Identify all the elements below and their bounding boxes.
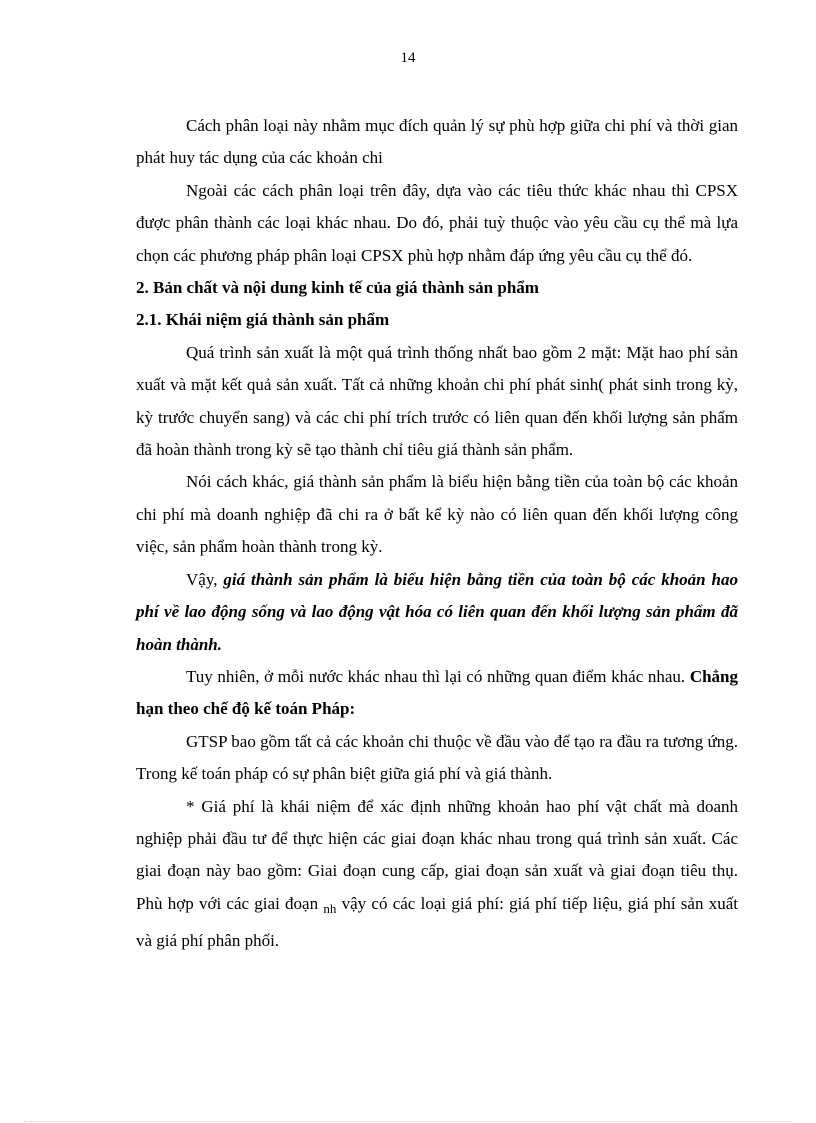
section-heading-2: 2. Bản chất và nội dung kinh tế của giá thành sản phẩm xyxy=(136,278,539,298)
paragraph-production-process: Quá trình sản xuất là một quá trình thống nhất bao gồm 2 mặt: Mặt hao phí sản xuất và mặt kết quả sản xuất. Tất cả những khoản chi phí phát sinh( phát sinh trong kỳ, kỳ trước chuyển sang) và các chi phí trích trước có liên quan đến khối lượng sản phẩm đã hoàn thành trong kỳ sẽ tạo thành chỉ tiêu giá thành sản phẩm. xyxy=(136,342,738,460)
gia-phi-text-a: * Giá phí là khái niệm để xác định những khoản hao phí vật chất mà doanh nghiệp phải đầu tư để thực hiện các giai đoạn khác nhau trong quá trình sản xuất. Các giai đoạn này bao gồm: Giai đoạn cung cấp, giai đoạn sản xuất và giai đoạn tiêu thụ. Phù hợp với các giai đoạn xyxy=(136,796,738,913)
subsection-heading-2-1: 2.1. Khái niệm giá thành sản phẩm xyxy=(136,310,390,330)
page-number: 14 xyxy=(400,50,416,66)
page-bottom-rule xyxy=(24,1121,792,1122)
paragraph-other-classifications: Ngoài các cách phân loại trên đây, dựa vào các tiêu thức khác nhau thì CPSX được phân thành các loại khác nhau. Do đó, phải tuỳ thuộc vào yêu cầu cụ thể mà lựa chọn các phương pháp phân loại CPSX phù hợp nhằm đáp ứng yêu cầu cụ thể đó. xyxy=(136,180,738,265)
paragraph-classification-purpose: Cách phân loại này nhằm mục đích quản lý sự phù hợp giữa chi phí và thời gian phát huy tác dụng của các khoản chi xyxy=(136,116,738,168)
paragraph-gia-phi xyxy=(136,791,738,958)
gia-phi-subscript: nh xyxy=(323,900,337,916)
definition-text: giá thành sản phẩm là biểu hiện bằng tiền của toàn bộ các khoản hao phí về lao động sống và lao động vật hóa có liên quan đến khối lượng sản phẩm đã hoàn thành. xyxy=(136,569,738,654)
definition-lead: Vậy, xyxy=(186,569,224,589)
french-accounting-note: Chẳng hạn theo chế độ kế toán Pháp: xyxy=(136,666,738,719)
viewpoints-text: Tuy nhiên, ở mỗi nước khác nhau thì lại có những quan điểm khác nhau. xyxy=(186,666,690,686)
gia-phi-text-b: vậy có các loại giá phí: giá phí tiếp liệu, giá phí sản xuất và giá phí phân phối. xyxy=(136,893,738,951)
paragraph-viewpoints xyxy=(136,661,738,726)
paragraph-in-other-words: Nói cách khác, giá thành sản phẩm là biểu hiện bằng tiền của toàn bộ các khoản chi phí mà doanh nghiệp đã chi ra ở bất kể kỳ nào có liên quan đến khối lượng công việc, sản phẩm hoàn thành trong kỳ. xyxy=(136,472,738,557)
paragraph-definition xyxy=(136,564,738,661)
document-body xyxy=(136,110,738,958)
paragraph-gtsp: GTSP bao gồm tất cả các khoản chi thuộc về đầu vào để tạo ra đầu ra tương ứng. Trong kế toán pháp có sự phân biệt giữa giá phí và giá thành. xyxy=(136,731,738,784)
